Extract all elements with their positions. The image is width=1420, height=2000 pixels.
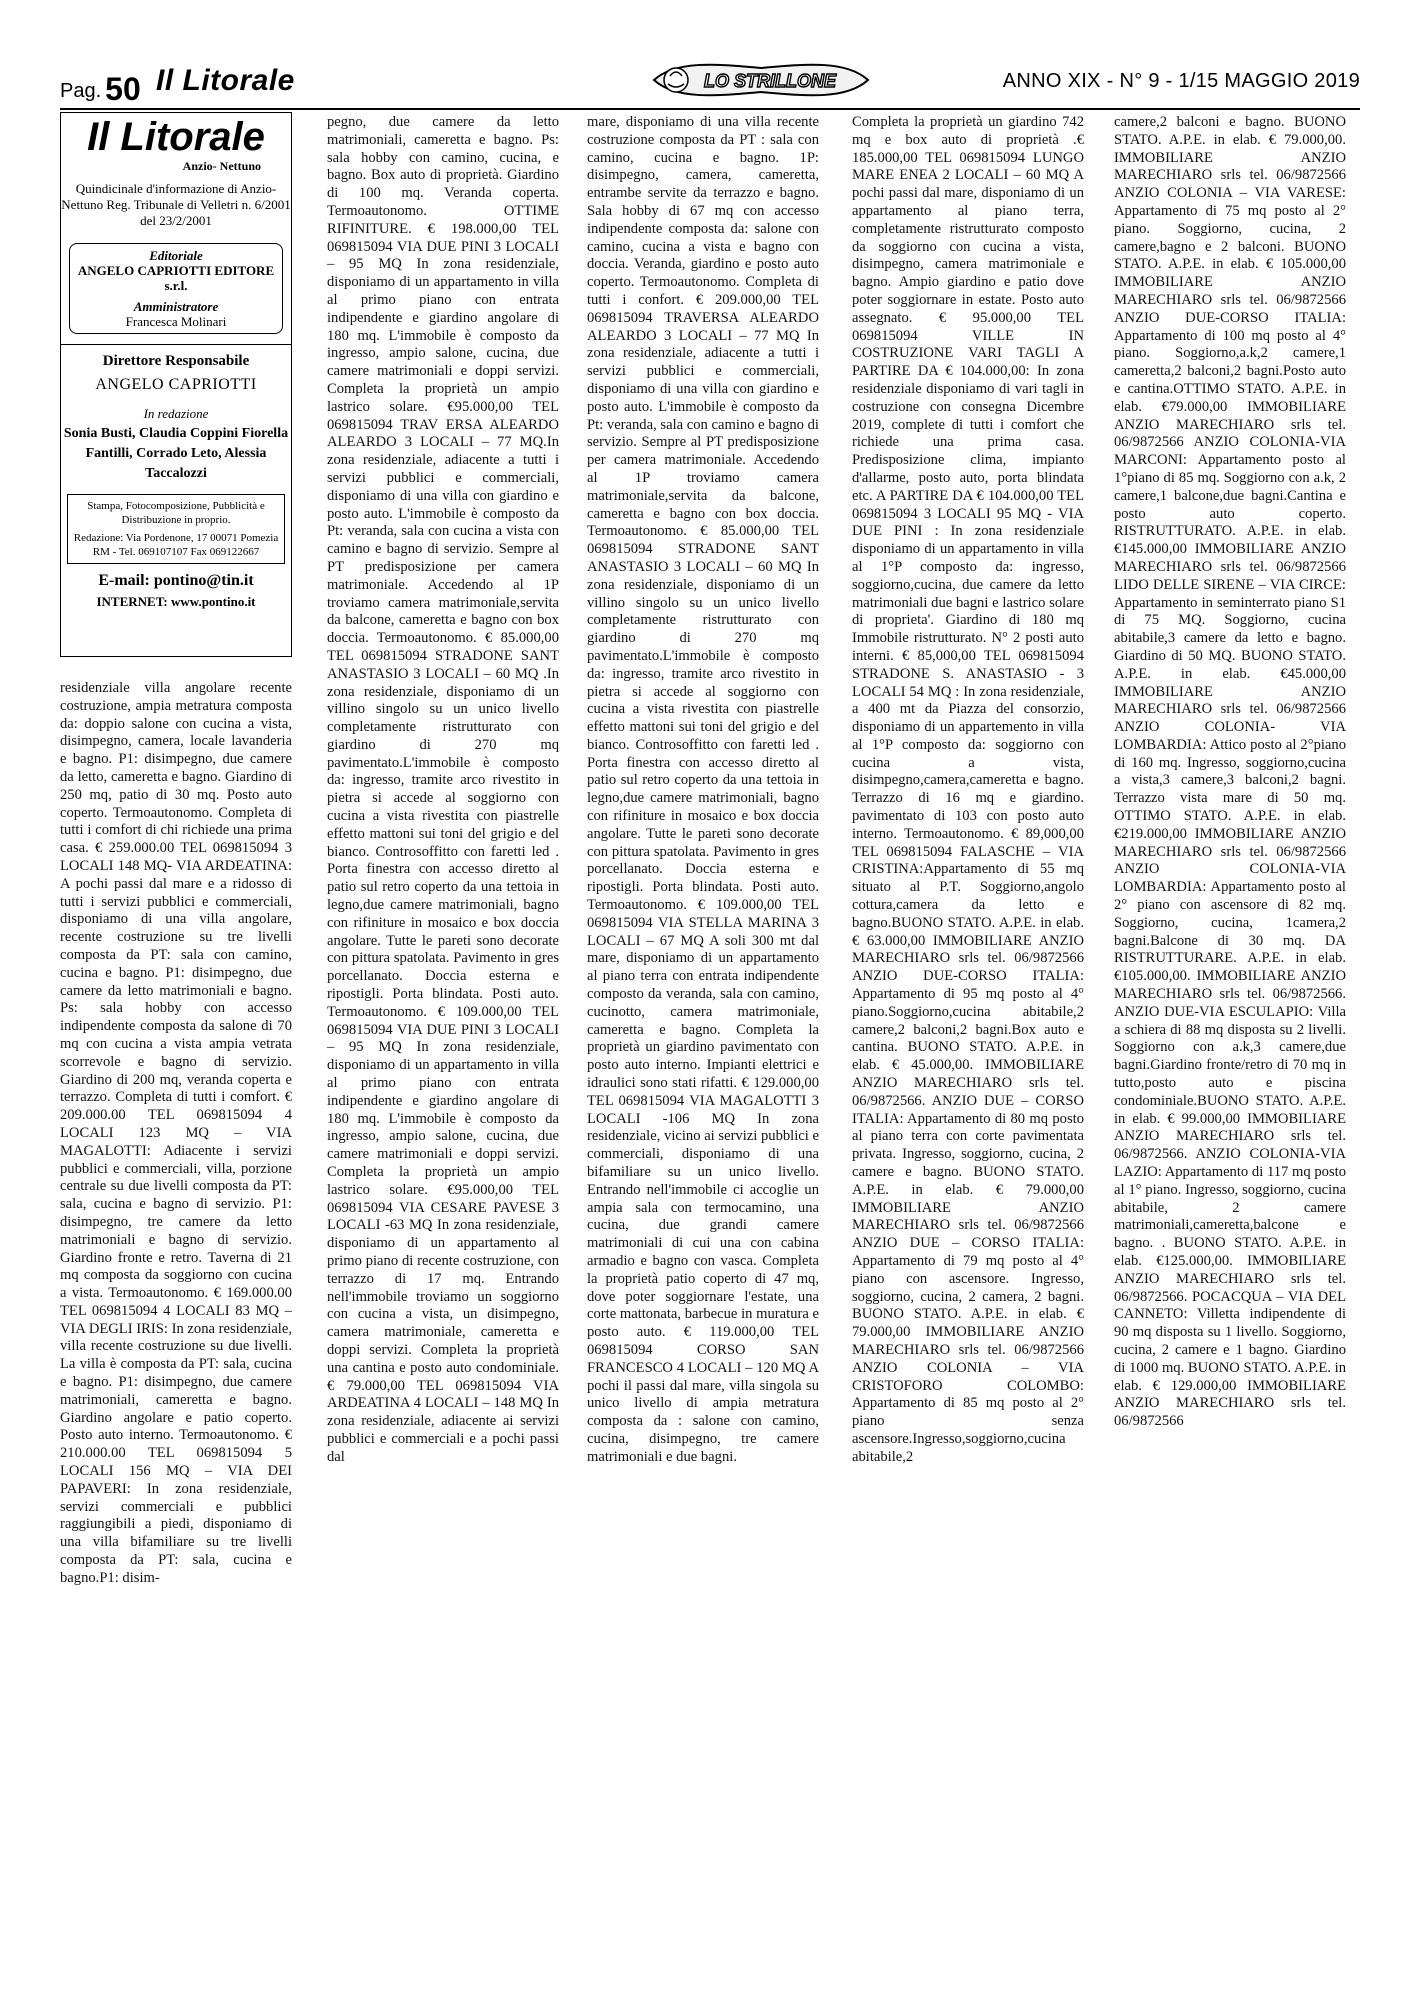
editore-name: ANGELO CAPRIOTTI EDITORE s.r.l. <box>77 263 275 293</box>
column-1-text: residenziale villa angolare recente costruzione, ampia metratura composta da: doppio salone con cucina a vista, disimpegno, camera, locale lavanderia e bagno. P1: disimpegno, due camere da letto, cameretta e bagno. Giardino di 250 mq, patio di 30 mq. Posto auto coperto. Termoautonomo. Completa di tutti i comfort di chi richiede una prima casa. € 259.000.00 TEL 069815094 3 LOCALI 148 MQ- VIA ARDEATINA: A pochi passi dal mare e a ridosso di tutti i servizi pubblici e commerciali, disponiamo di una villa angolare, recente costruzione su tre livelli composta da PT: sala con camino, cucina e bagno. P1: disimpegno, due camere da letto matrimoniali e bagno. Ps: sala hobby con accesso indipendente composta da salone di 70 mq con cucina a vista ampia vetrata scorrevole e bagno di servizio. Giardino di 200 mq, veranda coperta e terrazzo. Completa di tutti i comfort. € 209.000.00 TEL 069815094 4 LOCALI 123 MQ – VIA MAGALOTTI: Adiacente i servizi pubblici e commerciali, villa, porzione centrale su due livelli composta da PT: sala, cucina e bagno di servizio. P1: disimpegno, tre camere da letto matrimoniali e bagno di servizio. Giardino fronte e retro. Taverna di 21 mq composta da soggiorno con cucina a vista. Termoautonomo. € 169.000.00 TEL 069815094 4 LOCALI 83 MQ – VIA DEGLI IRIS: In zona residenziale, villa recente costruzione su due livelli. La villa è composta da PT: sala, cucina e bagno. P1: disimpegno, due camere matrimoniali, cameretta e bagno. Giardino angolare e patio coperto. Posto auto interno. Termoautonomo. € 210.000.00 TEL 069815094 5 LOCALI 156 MQ – VIA DEI PAPAVERI: In zona residenziale, servizi commerciali e pubblici raggiungibili a piedi, disponiamo di una villa bifamiliare su tre livelli composta da PT: sala, cucina e bagno.P1: disim- <box>60 680 292 1586</box>
redazione-address: Redazione: Via Pordenone, 17 00071 Pomezia RM - Tel. 069107107 Fax 069122667 <box>73 532 279 558</box>
masthead-divider <box>61 344 291 345</box>
masthead-contact-box <box>67 494 285 564</box>
strillone-logo <box>646 58 876 102</box>
page-header <box>60 58 1360 108</box>
masthead-subtitle: Anzio- Nettuno <box>182 159 261 173</box>
redazione-label: In redazione <box>143 406 209 421</box>
masthead-title: Il Litorale <box>87 115 265 159</box>
column-4-text: Completa la proprietà un giardino 742 mq e box auto di proprietà .€ 185.000,00 TEL 069815094 LUNGO MARE ENEA 2 LOCALI – 60 MQ A pochi passi dal mare, disponiamo di un appartamento al piano terra, completamente ristrutturato composto da soggiorno con cucina a vista, disimpegno, camera matrimoniale e bagno. Ampio giardino e patio dove poter soggiornare in estate. Posto auto assegnato. € 95.000,00 TEL 069815094 VILLE IN COSTRUZIONE VARI TAGLI A PARTIRE DA € 104.000,00: In zona residenziale disponiamo di vari tagli in costruzione con consegna Dicembre 2019, complete di tutti i comfort che richiede una prima casa. Predisposizione clima, impianto d'allarme, posto auto, porta blindata etc. A PARTIRE DA € 104.000,00 TEL 069815094 3 LOCALI 95 MQ - VIA DUE PINI : In zona residenziale disponiamo di un appartamento in villa al 1°P composto da: ingresso, soggiorno,cucina, due camere da letto matrimoniali due bagni e lastrico solare di proprieta'. Giardino di 180 mq Immobile ristrutturato. N° 2 posti auto interni. € 85,000,00 TEL 069815094 STRADONE S. ANASTASIO - 3 LOCALI 54 MQ : In zona residenziale, a 400 mt da Piazza del consorzio, disponiamo di un appartemento in villa al 1°P composto da: soggiorno con cucina a vista, disimpegno,camera,cameretta e bagno. Terrazzo di 16 mq e giardino. pavimentato di 103 con posto auto interno. Termoautonomo. € 89,000,00 TEL 069815094 FALASCHE – VIA CRISTINA:Appartamento di 55 mq situato al P.T. Soggiorno,angolo cottura,camera da letto e bagno.BUONO STATO. A.P.E. in elab. € 63.000,00 IMMOBILIARE ANZIO MARECHIARO srls tel. 06/9872566 ANZIO DUE-CORSO ITALIA: Appartamento di 95 mq posto al 4° piano.Soggiorno,cucina abitabile,2 camere,2 balconi,2 bagni.Box auto e cantina. BUONO STATO. A.P.E. in elab. € 45.000,00. IMMOBILIARE ANZIO MARECHIARO srls tel. 06/9872566. ANZIO DUE – CORSO ITALIA: Appartamento di 80 mq posto al piano terra con corte pavimentata privata. Ingresso, soggiorno, cucina, 2 camere e bagno. BUONO STATO. A.P.E. in elab. € 79.000,00 IMMOBILIARE ANZIO MARECHIARO srls tel. 06/9872566 ANZIO DUE – CORSO ITALIA: Appartamento di 79 mq posto al 4° piano con ascensore. Ingresso, soggiorno, cucina, 2 camera, 2 bagni. BUONO STATO. A.P.E. in elab. € 79.000,00 IMMOBILIARE ANZIO MARECHIARO srls tel. 06/9872566 ANZIO COLONIA – VIA CRISTOFORO COLOMBO: Appartamento di 85 mq posto al 2° piano senza ascensore.Ingresso,soggiorno,cucina abitabile,2 <box>852 114 1084 1465</box>
column-2-text: pegno, due camere da letto matrimoniali, cameretta e bagno. Ps: sala hobby con camino, cucina, e bagno. Box auto di proprietà. Giardino di 100 mq. Veranda coperta. Termoautonomo. OTTIME RIFINITURE. € 198.000,00 TEL 069815094 VIA DUE PINI 3 LOCALI – 95 MQ In zona residenziale, disponiamo di un appartamento in villa al primo piano con entrata indipendente e giardino angolare di 180 mq. L'immobile è composto da ingresso, ampio salone, cucina, due camere matrimoniali e doppi servizi. Completa la proprietà un ampio lastrico solare. €95.000,00 TEL 069815094 TRAV ERSA ALEARDO ALEARDO 3 LOCALI – 77 MQ.In zona residenziale, adiacente a tutti i servizi pubblici e commerciali, disponiamo di una villa con giardino e posto auto. L'immobile è composto da Pt: veranda, sala con cucina a vista con camino e bagno di servizio. Sempre al PT predisposizione per camera matrimoniale. Accedendo al 1P troviamo camera matrimoniale,servita da balcone, cameretta e bagno con box doccia. Termoautonomo. € 85.000,00 TEL 069815094 STRADONE SANT ANASTASIO 3 LOCALI – 60 MQ .In zona residenziale, disponiamo di un villino singolo su un unico livello completamente ristrutturato con giardino di 270 mq pavimentato.L'immobile è composto da: ingresso, tramite arco rivestito in pietra si accede al soggiorno con cucina a vista rivestita con piastrelle effetto mattoni sui toni del grigio e del bianco. Controsoffitto con faretti led . Porta finestra con accesso diretto al patio sul retro coperto da una tettoia in legno,due camere matrimoniali, bagno con rifiniture in mosaico e box doccia angolare. Tutte le pareti sono decorate con pittura spatolata. Pavimento in gres porcellanato. Doccia esterna e ripostigli. Porta blindata. Posti auto. Termoautonomo. € 109.000,00 TEL 069815094 VIA DUE PINI 3 LOCALI – 95 MQ In zona residenziale, disponiamo di un appartamento in villa al primo piano con entrata indipendente e giardino angolare di 180 mq. L'immobile è composto da ingresso, ampio salone, cucina, due camere matrimoniali e doppi servizi. Completa la proprietà un ampio lastrico solare. €95.000,00 TEL 069815094 VIA CESARE PAVESE 3 LOCALI -63 MQ In zona residenziale, disponiamo di un appartamento al primo piano di recente costruzione, con terrazzo di 17 mq. Entrando nell'immobile troviamo un soggiorno con cucina a vista, un disimpegno, camera matrimoniale, cameretta e doppi servizi. Completa la proprietà una cantina e posto auto condominiale. € 79.000,00 TEL 069815094 VIA ARDEATINA 4 LOCALI – 148 MQ In zona residenziale, adiacente ai servizi pubblici e commerciali e a pochi passi dal <box>327 114 559 1465</box>
masthead-website[interactable]: INTERNET: www.pontino.it <box>96 594 256 609</box>
issue-date: ANNO XIX - N° 9 - 1/15 MAGGIO 2019 <box>1002 70 1360 92</box>
header-rule <box>60 108 1360 110</box>
article-column-3 <box>587 114 819 1980</box>
amministratore-name: Francesca Molinari <box>125 314 227 329</box>
direttore-name: ANGELO CAPRIOTTI <box>95 376 257 393</box>
editoriale-label: Editoriale <box>149 248 203 263</box>
masthead-registration: Quindicinale d'informazione di Anzio-Nettuno Reg. Tribunale di Velletri n. 6/2001 del 23/2/2001 <box>61 181 291 228</box>
column-5-text: camere,2 balconi e bagno. BUONO STATO. A.P.E. in elab. € 79.000,00. IMMOBILIARE ANZIO MARECHIARO srls tel. 06/9872566 ANZIO COLONIA – VIA VARESE: Appartamento di 75 mq posto al 2° piano. Soggiorno, cucina, 2 camere,bagno e 2 balconi. BUONO STATO. A.P.E. in elab. € 105.000,00 IMMOBILIARE ANZIO MARECHIARO srls tel. 06/9872566 ANZIO DUE-CORSO ITALIA: Appartamento di 100 mq posto al 4° piano. Soggiorno,a.k,2 camere,1 cameretta,2 balconi,2 bagni.Posto auto e cantina.OTTIMO STATO. A.P.E. in elab. €79.000,00 IMMOBILIARE ANZIO MARECHIARO srls tel. 06/9872566 ANZIO COLONIA-VIA MARCONI: Appartamento posto al 1°piano di 85 mq. Soggiorno con a.k, 2 camere,1 balcone,due bagni.Cantina e posto auto coperto. RISTRUTTURATO. A.P.E. in elab. €145.000,00 IMMOBILIARE ANZIO MARECHIARO srls tel. 06/9872566 LIDO DELLE SIRENE – VIA CIRCE: Appartamento in seminterrato piano S1 di 75 MQ. Soggiorno, cucina abitabile,3 camere da letto e bagno. Giardino di 50 MQ. BUONO STATO. A.P.E. in elab. €45.000,00 IMMOBILIARE ANZIO MARECHIARO srls tel. 06/9872566 ANZIO COLONIA- VIA LOMBARDIA: Attico posto al 2°piano di 160 mq. Ingresso, soggiorno,cucina a vista,3 camere,3 balconi,2 bagni. Terrazzo vista mare di 50 mq. OTTIMO STATO. A.P.E. in elab. €219.000,00 IMMOBILIARE ANZIO MARECHIARO srls tel. 06/9872566 ANZIO COLONIA-VIA LOMBARDIA: Appartamento posto al 2° piano con ascensore di 82 mq. Soggiorno, cucina, 1camera,2 bagni.Balcone di 30 mq. DA RISTRUTTURARE. A.P.E. in elab. €105.000,00. IMMOBILIARE ANZIO MARECHIARO srls tel. 06/9872566. ANZIO DUE-VIA ESCULAPIO: Villa a schiera di 88 mq disposta su 2 livelli. Soggiorno con a.k,3 camere,due bagni.Giardino fronte/retro di 70 mq in tutto,posto auto e piscina condominiale.BUONO STATO. A.P.E. in elab. € 99.000,00 IMMOBILIARE ANZIO MARECHIARO srls tel. 06/9872566. ANZIO COLONIA-VIA LAZIO: Appartamento di 117 mq posto al 1° piano. Ingresso, soggiorno, cucina abitabile, 2 camere matrimoniali,cameretta,balcone e bagno. . BUONO STATO. A.P.E. in elab. €125.000,00. IMMOBILIARE ANZIO MARECHIARO srls tel. 06/9872566. POCACQUA – VIA DEL CANNETO: Villetta indipendente di 90 mq disposta su 1 livello. Soggiorno, cucina, 2 camere e 1 bagno. Giardino di 1000 mq. BUONO STATO. A.P.E. in elab. € 129.000,00 IMMOBILIARE ANZIO MARECHIARO srls tel. 06/9872566 <box>1114 114 1346 1430</box>
article-column-1 <box>60 680 292 1980</box>
article-column-4 <box>852 114 1084 1980</box>
masthead-email[interactable]: E-mail: pontino@tin.it <box>98 572 254 589</box>
column-3-text: mare, disponiamo di una villa recente costruzione composta da PT : sala con camino, cucina e bagno. 1P: disimpegno, camera, cameretta, entrambe servite da terrazzo e bagno. Sala hobby di 67 mq con accesso indipendente composta da: salone con camino, cucina a vista e bagno con doccia. Veranda, giardino e posto auto coperto. Termoautonomo. Completa di tutti i confort. € 209.000,00 TEL 069815094 TRAVERSA ALEARDO ALEARDO 3 LOCALI – 77 MQ In zona residenziale, adiacente a tutti i servizi pubblici e commerciali, disponiamo di una villa con giardino e posto auto. L'immobile è composto da Pt: veranda, sala con camino e bagno di servizio. Sempre al PT predisposizione per camera matrimoniale. Accedendo al 1P troviamo camera matrimoniale,servita da balcone, cameretta e bagno con box doccia. Termoautonomo. € 85.000,00 TEL 069815094 STRADONE SANT ANASTASIO 3 LOCALI – 60 MQ In zona residenziale, disponiamo di un villino singolo su un unico livello completamente ristrutturato con giardino di 270 mq pavimentato.L'immobile è composto da: ingresso, tramite arco rivestito in pietra si accede al soggiorno con cucina a vista rivestita con piastrelle effetto mattoni sui toni del grigio e del bianco. Controsoffitto con faretti led . Porta finestra con accesso diretto al patio sul retro coperto da una tettoia in legno,due camere matrimoniali, bagno con rifiniture in mosaico e box doccia angolare. Tutte le pareti sono decorate con pittura spatolata. Pavimento in gres porcellanato. Doccia esterna e ripostigli. Porta blindata. Posti auto. Termoautonomo. € 109.000,00 TEL 069815094 VIA STELLA MARINA 3 LOCALI – 67 MQ A soli 300 mt dal mare, disponiamo di un appartamento al piano terra con entrata indipendente composto da veranda, sala con camino, cucinotto, camera matrimoniale, cameretta e bagno. Completa la proprietà un giardino pavimentato con posto auto interno. Impianti elettrici e idraulici sono stati rifatti. € 129.000,00 TEL 069815094 VIA MAGALOTTI 3 LOCALI -106 MQ In zona residenziale, vicino ai servizi pubblici e commerciali, disponiamo di una bifamiliare su un unico livello. Entrando nell'immobile ci accoglie un ampia sala con termocamino, una cucina, due grandi camere matrimoniali di cui una con cabina armadio e bagno con vasca. Completa la proprietà patio coperto di 47 mq, dove poter soggiornare l'estate, una corte mattonata, barbecue in muratura e posto auto. € 119.000,00 TEL 069815094 CORSO SAN FRANCESCO 4 LOCALI – 120 MQ A pochi il passi dal mare, villa singola su unico livello di ampia metratura composta da : salone con camino, cucina, disimpegno, tre camere matrimoniali e due bagni. <box>587 114 819 1465</box>
page-label: Pag. <box>60 80 102 102</box>
article-column-2 <box>327 114 559 1980</box>
masthead-box <box>60 112 292 657</box>
redazione-names: Sonia Busti, Claudia Coppini Fiorella Fantilli, Corrado Leto, Alessia Taccalozzi <box>63 426 289 481</box>
amministratore-label: Amministratore <box>133 299 219 314</box>
page-number-block <box>60 68 141 105</box>
logo-text: LO STRILLONE <box>704 71 836 91</box>
page-number: 50 <box>105 71 141 107</box>
masthead-editor-box <box>69 243 283 334</box>
direttore-label: Direttore Responsabile <box>102 353 250 369</box>
article-column-5 <box>1114 114 1346 1980</box>
stampa-note: Stampa, Fotocomposizione, Pubblicità e Distribuzione in proprio. <box>87 500 265 526</box>
header-paper-title: Il Litorale <box>156 64 295 97</box>
